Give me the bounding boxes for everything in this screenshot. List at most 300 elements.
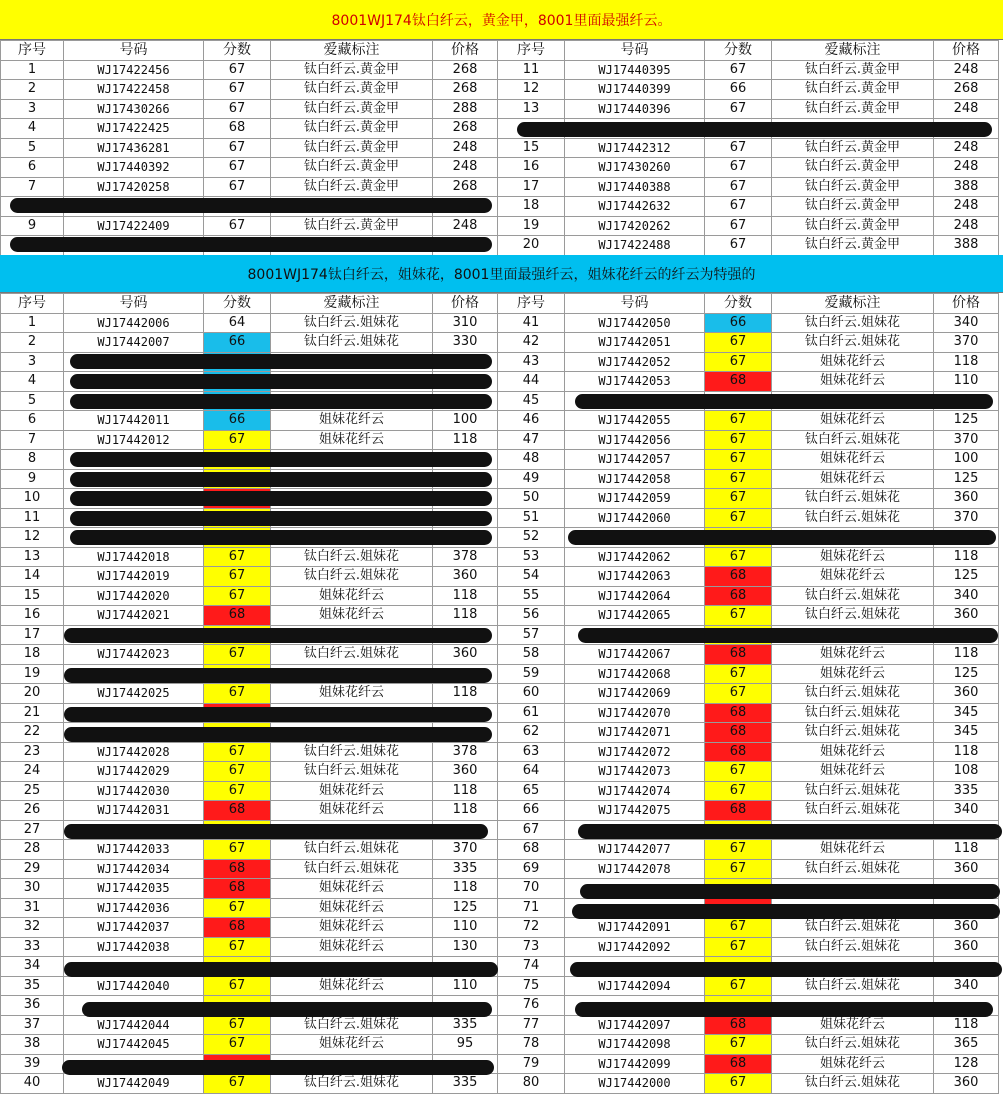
right-seq-cell: 45 bbox=[498, 391, 565, 411]
right-seq-cell: 48 bbox=[498, 450, 565, 470]
left-seq-cell: 7 bbox=[1, 430, 64, 450]
table-row bbox=[1, 177, 999, 197]
right-note-cell: 钛白纤云.姐妹花 bbox=[772, 918, 934, 938]
right-seq-cell: 72 bbox=[498, 918, 565, 938]
right-score-cell: 68 bbox=[705, 1015, 772, 1035]
right-score-cell: 67 bbox=[705, 430, 772, 450]
right-price-cell: 335 bbox=[934, 781, 999, 801]
column-header-note: 爱藏标注 bbox=[271, 41, 433, 61]
right-price-cell: 388 bbox=[934, 177, 999, 197]
right-seq-cell: 16 bbox=[498, 158, 565, 178]
right-code-cell: WJ17442075 bbox=[565, 801, 705, 821]
left-seq-cell: 7 bbox=[1, 177, 64, 197]
right-code-cell: WJ17442078 bbox=[565, 859, 705, 879]
right-seq-cell: 58 bbox=[498, 645, 565, 665]
right-price-cell: 118 bbox=[934, 547, 999, 567]
right-price-cell: 370 bbox=[934, 508, 999, 528]
right-code-cell: WJ17442050 bbox=[565, 313, 705, 333]
left-price-cell: 268 bbox=[433, 80, 498, 100]
right-note-cell: 姐妹花纤云 bbox=[772, 411, 934, 431]
right-note-cell: 钛白纤云.姐妹花 bbox=[772, 937, 934, 957]
left-code-cell: WJ17442040 bbox=[64, 976, 204, 996]
table-row bbox=[1, 216, 999, 236]
right-score-cell: 67 bbox=[705, 918, 772, 938]
right-code-cell: WJ17442068 bbox=[565, 664, 705, 684]
left-score-cell: 67 bbox=[204, 586, 271, 606]
redaction-mark bbox=[568, 530, 996, 545]
right-seq-cell: 66 bbox=[498, 801, 565, 821]
table-row bbox=[1, 99, 999, 119]
left-code-cell: WJ17442033 bbox=[64, 840, 204, 860]
left-seq-cell: 19 bbox=[1, 664, 64, 684]
right-note-cell: 钛白纤云.姐妹花 bbox=[772, 586, 934, 606]
left-score-cell: 67 bbox=[204, 138, 271, 158]
right-price-cell: 370 bbox=[934, 333, 999, 353]
redaction-mark bbox=[82, 1002, 492, 1017]
right-note-cell: 钛白纤云.黄金甲 bbox=[772, 177, 934, 197]
left-seq-cell: 26 bbox=[1, 801, 64, 821]
left-score-cell: 68 bbox=[204, 879, 271, 899]
left-price-cell: 288 bbox=[433, 99, 498, 119]
left-seq-cell: 18 bbox=[1, 645, 64, 665]
left-code-cell: WJ17442038 bbox=[64, 937, 204, 957]
table-row bbox=[1, 1074, 999, 1094]
left-code-cell: WJ17422458 bbox=[64, 80, 204, 100]
left-price-cell: 118 bbox=[433, 586, 498, 606]
left-price-cell: 268 bbox=[433, 119, 498, 139]
left-seq-cell: 37 bbox=[1, 1015, 64, 1035]
left-code-cell: WJ17442037 bbox=[64, 918, 204, 938]
table-row bbox=[1, 781, 999, 801]
right-note-cell: 钛白纤云.姐妹花 bbox=[772, 684, 934, 704]
right-note-cell: 钛白纤云.姐妹花 bbox=[772, 859, 934, 879]
right-score-cell: 67 bbox=[705, 138, 772, 158]
left-note-cell: 钛白纤云.姐妹花 bbox=[271, 547, 433, 567]
right-price-cell: 360 bbox=[934, 937, 999, 957]
right-code-cell: WJ17442097 bbox=[565, 1015, 705, 1035]
right-code-cell: WJ17442069 bbox=[565, 684, 705, 704]
right-price-cell: 360 bbox=[934, 918, 999, 938]
right-code-cell: WJ17442094 bbox=[565, 976, 705, 996]
left-seq-cell: 30 bbox=[1, 879, 64, 899]
left-note-cell: 钛白纤云.黄金甲 bbox=[271, 158, 433, 178]
right-price-cell: 345 bbox=[934, 703, 999, 723]
left-seq-cell: 9 bbox=[1, 469, 64, 489]
left-seq-cell: 5 bbox=[1, 391, 64, 411]
right-code-cell: WJ17442064 bbox=[565, 586, 705, 606]
right-score-cell: 67 bbox=[705, 177, 772, 197]
right-seq-cell: 79 bbox=[498, 1054, 565, 1074]
section1-title: 8001WJ174钛白纤云，黄金甲，8001里面最强纤云。 bbox=[0, 0, 1003, 40]
redaction-mark bbox=[580, 884, 1000, 899]
left-score-cell: 68 bbox=[204, 801, 271, 821]
left-price-cell: 100 bbox=[433, 411, 498, 431]
right-score-cell: 67 bbox=[705, 684, 772, 704]
right-code-cell: WJ17442055 bbox=[565, 411, 705, 431]
left-score-cell: 67 bbox=[204, 547, 271, 567]
right-note-cell: 姐妹花纤云 bbox=[772, 1015, 934, 1035]
left-code-cell: WJ17442034 bbox=[64, 859, 204, 879]
left-note-cell: 钛白纤云.姐妹花 bbox=[271, 1015, 433, 1035]
right-price-cell: 360 bbox=[934, 606, 999, 626]
left-score-cell: 67 bbox=[204, 976, 271, 996]
column-header-seq: 序号 bbox=[1, 294, 64, 314]
right-price-cell: 110 bbox=[934, 372, 999, 392]
right-note-cell: 钛白纤云.姐妹花 bbox=[772, 333, 934, 353]
left-code-cell: WJ17442045 bbox=[64, 1035, 204, 1055]
right-score-cell: 67 bbox=[705, 489, 772, 509]
right-note-cell: 姐妹花纤云 bbox=[772, 742, 934, 762]
right-seq-cell: 77 bbox=[498, 1015, 565, 1035]
left-seq-cell: 2 bbox=[1, 80, 64, 100]
redaction-mark bbox=[70, 530, 492, 545]
right-seq-cell: 42 bbox=[498, 333, 565, 353]
left-score-cell: 67 bbox=[204, 430, 271, 450]
right-seq-cell: 74 bbox=[498, 957, 565, 977]
right-seq-cell: 60 bbox=[498, 684, 565, 704]
right-price-cell: 340 bbox=[934, 313, 999, 333]
right-score-cell: 67 bbox=[705, 60, 772, 80]
redaction-mark bbox=[578, 824, 1002, 839]
left-code-cell: WJ17422409 bbox=[64, 216, 204, 236]
right-seq-cell: 44 bbox=[498, 372, 565, 392]
right-seq-cell: 65 bbox=[498, 781, 565, 801]
left-score-cell: 67 bbox=[204, 80, 271, 100]
left-note-cell: 钛白纤云.姐妹花 bbox=[271, 859, 433, 879]
redaction-mark bbox=[70, 511, 492, 526]
right-seq-cell: 46 bbox=[498, 411, 565, 431]
right-note-cell: 钛白纤云.黄金甲 bbox=[772, 197, 934, 217]
right-seq-cell: 75 bbox=[498, 976, 565, 996]
right-score-cell: 68 bbox=[705, 742, 772, 762]
right-price-cell: 268 bbox=[934, 80, 999, 100]
left-seq-cell: 4 bbox=[1, 372, 64, 392]
column-header-score: 分数 bbox=[204, 41, 271, 61]
right-code-cell: WJ17442073 bbox=[565, 762, 705, 782]
right-seq-cell: 68 bbox=[498, 840, 565, 860]
left-seq-cell: 35 bbox=[1, 976, 64, 996]
left-price-cell: 360 bbox=[433, 645, 498, 665]
right-note-cell: 钛白纤云.黄金甲 bbox=[772, 99, 934, 119]
right-note-cell: 姐妹花纤云 bbox=[772, 352, 934, 372]
right-score-cell: 67 bbox=[705, 99, 772, 119]
left-seq-cell: 32 bbox=[1, 918, 64, 938]
right-code-cell: WJ17442092 bbox=[565, 937, 705, 957]
column-header-price: 价格 bbox=[934, 41, 999, 61]
left-score-cell: 67 bbox=[204, 762, 271, 782]
right-price-cell: 388 bbox=[934, 236, 999, 256]
left-seq-cell: 4 bbox=[1, 119, 64, 139]
left-code-cell: WJ17442007 bbox=[64, 333, 204, 353]
right-seq-cell: 54 bbox=[498, 567, 565, 587]
right-code-cell: WJ17442067 bbox=[565, 645, 705, 665]
right-price-cell: 125 bbox=[934, 411, 999, 431]
right-note-cell: 姐妹花纤云 bbox=[772, 1054, 934, 1074]
table-row bbox=[1, 762, 999, 782]
left-seq-cell: 2 bbox=[1, 333, 64, 353]
left-code-cell: WJ17442029 bbox=[64, 762, 204, 782]
left-code-cell: WJ17442006 bbox=[64, 313, 204, 333]
left-price-cell: 330 bbox=[433, 333, 498, 353]
right-seq-cell: 59 bbox=[498, 664, 565, 684]
left-note-cell: 姐妹花纤云 bbox=[271, 1035, 433, 1055]
left-score-cell: 68 bbox=[204, 918, 271, 938]
right-score-cell: 67 bbox=[705, 1035, 772, 1055]
header-row bbox=[1, 294, 999, 314]
right-price-cell: 360 bbox=[934, 1074, 999, 1094]
left-seq-cell: 22 bbox=[1, 723, 64, 743]
right-code-cell: WJ17442070 bbox=[565, 703, 705, 723]
left-price-cell: 378 bbox=[433, 742, 498, 762]
right-note-cell: 姐妹花纤云 bbox=[772, 567, 934, 587]
left-price-cell: 130 bbox=[433, 937, 498, 957]
left-seq-cell: 21 bbox=[1, 703, 64, 723]
left-note-cell: 钛白纤云.姐妹花 bbox=[271, 840, 433, 860]
right-note-cell: 钛白纤云.黄金甲 bbox=[772, 60, 934, 80]
right-price-cell: 108 bbox=[934, 762, 999, 782]
right-seq-cell: 64 bbox=[498, 762, 565, 782]
right-price-cell: 360 bbox=[934, 489, 999, 509]
left-note-cell: 钛白纤云.黄金甲 bbox=[271, 177, 433, 197]
left-price-cell: 268 bbox=[433, 177, 498, 197]
right-price-cell: 125 bbox=[934, 664, 999, 684]
left-code-cell: WJ17442012 bbox=[64, 430, 204, 450]
redaction-mark bbox=[70, 472, 492, 487]
right-price-cell: 118 bbox=[934, 352, 999, 372]
left-score-cell: 67 bbox=[204, 742, 271, 762]
column-header-price: 价格 bbox=[433, 41, 498, 61]
redaction-mark bbox=[64, 668, 492, 683]
section1-table bbox=[0, 40, 999, 256]
right-score-cell: 68 bbox=[705, 645, 772, 665]
right-score-cell: 67 bbox=[705, 158, 772, 178]
left-code-cell: WJ17442011 bbox=[64, 411, 204, 431]
left-score-cell: 67 bbox=[204, 177, 271, 197]
redaction-mark bbox=[578, 628, 998, 643]
right-seq-cell: 67 bbox=[498, 820, 565, 840]
left-price-cell: 118 bbox=[433, 430, 498, 450]
left-note-cell: 姐妹花纤云 bbox=[271, 801, 433, 821]
right-score-cell: 67 bbox=[705, 976, 772, 996]
left-seq-cell: 9 bbox=[1, 216, 64, 236]
left-score-cell: 67 bbox=[204, 158, 271, 178]
right-note-cell: 钛白纤云.黄金甲 bbox=[772, 80, 934, 100]
left-note-cell: 钛白纤云.黄金甲 bbox=[271, 216, 433, 236]
right-score-cell: 67 bbox=[705, 236, 772, 256]
left-note-cell: 钛白纤云.姐妹花 bbox=[271, 1074, 433, 1094]
left-seq-cell: 13 bbox=[1, 547, 64, 567]
left-score-cell: 64 bbox=[204, 313, 271, 333]
table-row bbox=[1, 859, 999, 879]
left-code-cell: WJ17420258 bbox=[64, 177, 204, 197]
right-seq-cell: 62 bbox=[498, 723, 565, 743]
left-code-cell: WJ17442023 bbox=[64, 645, 204, 665]
redaction-mark bbox=[64, 707, 492, 722]
right-code-cell: WJ17442065 bbox=[565, 606, 705, 626]
redaction-mark bbox=[10, 198, 492, 213]
column-header-note: 爱藏标注 bbox=[271, 294, 433, 314]
column-header-code: 号码 bbox=[64, 41, 204, 61]
left-note-cell: 姐妹花纤云 bbox=[271, 606, 433, 626]
left-code-cell: WJ17442028 bbox=[64, 742, 204, 762]
left-price-cell: 370 bbox=[433, 840, 498, 860]
redaction-mark bbox=[64, 727, 492, 742]
column-header-score: 分数 bbox=[705, 294, 772, 314]
left-price-cell: 118 bbox=[433, 684, 498, 704]
left-seq-cell: 40 bbox=[1, 1074, 64, 1094]
right-price-cell: 248 bbox=[934, 99, 999, 119]
left-score-cell: 66 bbox=[204, 411, 271, 431]
column-header-price: 价格 bbox=[433, 294, 498, 314]
column-header-seq: 序号 bbox=[498, 294, 565, 314]
right-seq-cell: 43 bbox=[498, 352, 565, 372]
left-code-cell: WJ17442030 bbox=[64, 781, 204, 801]
left-code-cell: WJ17442031 bbox=[64, 801, 204, 821]
left-code-cell: WJ17422456 bbox=[64, 60, 204, 80]
right-code-cell: WJ17442312 bbox=[565, 138, 705, 158]
table-row bbox=[1, 742, 999, 762]
left-price-cell: 310 bbox=[433, 313, 498, 333]
right-code-cell: WJ17442060 bbox=[565, 508, 705, 528]
right-price-cell: 360 bbox=[934, 684, 999, 704]
right-seq-cell: 63 bbox=[498, 742, 565, 762]
left-note-cell: 姐妹花纤云 bbox=[271, 937, 433, 957]
right-price-cell: 248 bbox=[934, 158, 999, 178]
right-price-cell: 100 bbox=[934, 450, 999, 470]
left-note-cell: 钛白纤云.姐妹花 bbox=[271, 742, 433, 762]
left-seq-cell: 36 bbox=[1, 996, 64, 1016]
right-seq-cell: 47 bbox=[498, 430, 565, 450]
right-score-cell: 67 bbox=[705, 216, 772, 236]
right-price-cell: 125 bbox=[934, 469, 999, 489]
right-price-cell: 345 bbox=[934, 723, 999, 743]
left-seq-cell: 28 bbox=[1, 840, 64, 860]
section2-title: 8001WJ174钛白纤云，姐妹花，8001里面最强纤云，姐妹花纤云的纤云为特强的 bbox=[0, 255, 1003, 293]
right-seq-cell: 12 bbox=[498, 80, 565, 100]
right-score-cell: 67 bbox=[705, 762, 772, 782]
left-score-cell: 67 bbox=[204, 645, 271, 665]
left-score-cell: 68 bbox=[204, 859, 271, 879]
table-row bbox=[1, 918, 999, 938]
right-score-cell: 67 bbox=[705, 411, 772, 431]
right-code-cell: WJ17442063 bbox=[565, 567, 705, 587]
right-score-cell: 67 bbox=[705, 352, 772, 372]
right-score-cell: 68 bbox=[705, 703, 772, 723]
right-note-cell: 钛白纤云.黄金甲 bbox=[772, 236, 934, 256]
right-code-cell: WJ17442053 bbox=[565, 372, 705, 392]
left-price-cell: 110 bbox=[433, 976, 498, 996]
left-code-cell: WJ17442025 bbox=[64, 684, 204, 704]
right-code-cell: WJ17440395 bbox=[565, 60, 705, 80]
left-seq-cell: 5 bbox=[1, 138, 64, 158]
left-price-cell: 378 bbox=[433, 547, 498, 567]
left-price-cell: 95 bbox=[433, 1035, 498, 1055]
left-note-cell: 钛白纤云.黄金甲 bbox=[271, 138, 433, 158]
redaction-mark bbox=[70, 354, 492, 369]
left-seq-cell: 6 bbox=[1, 411, 64, 431]
table-row bbox=[1, 801, 999, 821]
right-seq-cell: 78 bbox=[498, 1035, 565, 1055]
right-price-cell: 248 bbox=[934, 60, 999, 80]
right-note-cell: 姐妹花纤云 bbox=[772, 664, 934, 684]
left-seq-cell: 31 bbox=[1, 898, 64, 918]
left-score-cell: 66 bbox=[204, 333, 271, 353]
right-seq-cell: 55 bbox=[498, 586, 565, 606]
left-note-cell: 姐妹花纤云 bbox=[271, 586, 433, 606]
redaction-mark bbox=[570, 962, 1002, 977]
redaction-mark bbox=[517, 122, 992, 137]
right-code-cell: WJ17442072 bbox=[565, 742, 705, 762]
right-seq-cell: 19 bbox=[498, 216, 565, 236]
right-price-cell: 340 bbox=[934, 586, 999, 606]
right-note-cell: 姐妹花纤云 bbox=[772, 469, 934, 489]
right-seq-cell: 50 bbox=[498, 489, 565, 509]
left-seq-cell: 6 bbox=[1, 158, 64, 178]
left-price-cell: 248 bbox=[433, 158, 498, 178]
left-score-cell: 68 bbox=[204, 606, 271, 626]
right-code-cell: WJ17420262 bbox=[565, 216, 705, 236]
right-seq-cell: 53 bbox=[498, 547, 565, 567]
left-seq-cell: 3 bbox=[1, 352, 64, 372]
right-price-cell: 125 bbox=[934, 567, 999, 587]
redaction-mark bbox=[10, 237, 492, 252]
left-note-cell: 钛白纤云.姐妹花 bbox=[271, 762, 433, 782]
left-score-cell: 67 bbox=[204, 898, 271, 918]
redaction-mark bbox=[572, 904, 1000, 919]
table-row bbox=[1, 1015, 999, 1035]
right-score-cell: 68 bbox=[705, 372, 772, 392]
right-note-cell: 姐妹花纤云 bbox=[772, 547, 934, 567]
right-score-cell: 68 bbox=[705, 567, 772, 587]
right-note-cell: 钛白纤云.姐妹花 bbox=[772, 801, 934, 821]
left-code-cell: WJ17442036 bbox=[64, 898, 204, 918]
header-row bbox=[1, 41, 999, 61]
table-row bbox=[1, 567, 999, 587]
right-price-cell: 248 bbox=[934, 216, 999, 236]
left-seq-cell: 16 bbox=[1, 606, 64, 626]
right-score-cell: 67 bbox=[705, 859, 772, 879]
table-row bbox=[1, 586, 999, 606]
left-note-cell: 姐妹花纤云 bbox=[271, 684, 433, 704]
right-price-cell: 118 bbox=[934, 1015, 999, 1035]
right-score-cell: 67 bbox=[705, 1074, 772, 1094]
table-row bbox=[1, 937, 999, 957]
left-seq-cell: 14 bbox=[1, 567, 64, 587]
right-score-cell: 67 bbox=[705, 450, 772, 470]
left-seq-cell: 12 bbox=[1, 528, 64, 548]
left-seq-cell: 38 bbox=[1, 1035, 64, 1055]
left-code-cell: WJ17442019 bbox=[64, 567, 204, 587]
left-seq-cell: 23 bbox=[1, 742, 64, 762]
right-code-cell: WJ17442091 bbox=[565, 918, 705, 938]
left-code-cell: WJ17442021 bbox=[64, 606, 204, 626]
right-note-cell: 姐妹花纤云 bbox=[772, 450, 934, 470]
left-price-cell: 118 bbox=[433, 606, 498, 626]
left-price-cell: 360 bbox=[433, 567, 498, 587]
left-seq-cell: 27 bbox=[1, 820, 64, 840]
column-header-code: 号码 bbox=[565, 294, 705, 314]
right-score-cell: 66 bbox=[705, 80, 772, 100]
left-price-cell: 118 bbox=[433, 781, 498, 801]
table-row bbox=[1, 80, 999, 100]
right-code-cell: WJ17442099 bbox=[565, 1054, 705, 1074]
left-code-cell: WJ17442044 bbox=[64, 1015, 204, 1035]
right-code-cell: WJ17442062 bbox=[565, 547, 705, 567]
right-seq-cell: 71 bbox=[498, 898, 565, 918]
redaction-mark bbox=[64, 962, 498, 977]
left-price-cell: 248 bbox=[433, 138, 498, 158]
right-note-cell: 钛白纤云.姐妹花 bbox=[772, 508, 934, 528]
